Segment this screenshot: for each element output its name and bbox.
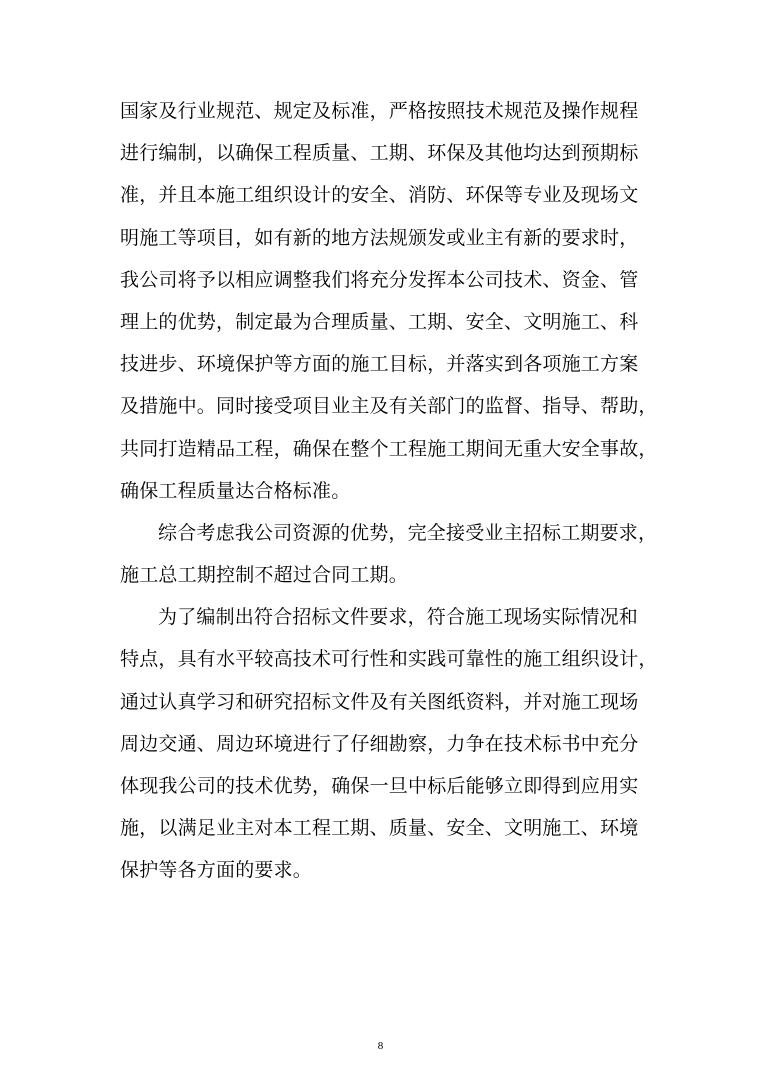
text-line: 共同打造精品工程，确保在整个工程施工期间无重大安全事故， <box>120 437 658 460</box>
text-line: 准，并且本施工组织设计的安全、消防、环保等专业及现场文 <box>120 184 639 207</box>
text-line: 及措施中。同时接受项目业主及有关部门的监督、指导、帮助， <box>120 395 658 418</box>
text-line: 通过认真学习和研究招标文件及有关图纸资料，并对施工现场 <box>120 690 639 713</box>
text-line: 进行编制，以确保工程质量、工期、环保及其他均达到预期标 <box>120 142 639 165</box>
text-line: 明施工等项目，如有新的地方法规颁发或业主有新的要求时， <box>120 226 639 249</box>
text-line: 体现我公司的技术优势，确保一旦中标后能够立即得到应用实 <box>120 775 639 797</box>
text-line: 确保工程质量达合格标准。 <box>120 479 351 502</box>
body-text <box>120 90 658 892</box>
text-line: 施，以满足业主对本工程工期、质量、安全、文明施工、环境 <box>120 817 639 840</box>
paragraph-start-line: 为了编制出符合招标文件要求，符合施工现场实际情况和 <box>158 606 639 629</box>
text-line: 保护等各方面的要求。 <box>120 859 313 882</box>
text-line: 周边交通、周边环境进行了仔细勘察，力争在技术标书中充分 <box>120 732 639 755</box>
text-line: 技进步、环境保护等方面的施工目标，并落实到各项施工方案 <box>120 353 639 376</box>
text-line: 我公司将予以相应调整我们将充分发挥本公司技术、资金、管 <box>120 268 639 291</box>
paragraph-start-line: 综合考虑我公司资源的优势，完全接受业主招标工期要求， <box>158 521 658 544</box>
page-number: 8 <box>377 1040 384 1052</box>
text-line: 国家及行业规范、规定及标准，严格按照技术规范及操作规程 <box>120 100 639 122</box>
text-line: 施工总工期控制不超过合同工期。 <box>120 564 409 587</box>
text-line: 特点，具有水平较高技术可行性和实践可靠性的施工组织设计， <box>120 648 658 671</box>
text-line: 理上的优势，制定最为合理质量、工期、安全、文明施工、科 <box>120 310 639 333</box>
